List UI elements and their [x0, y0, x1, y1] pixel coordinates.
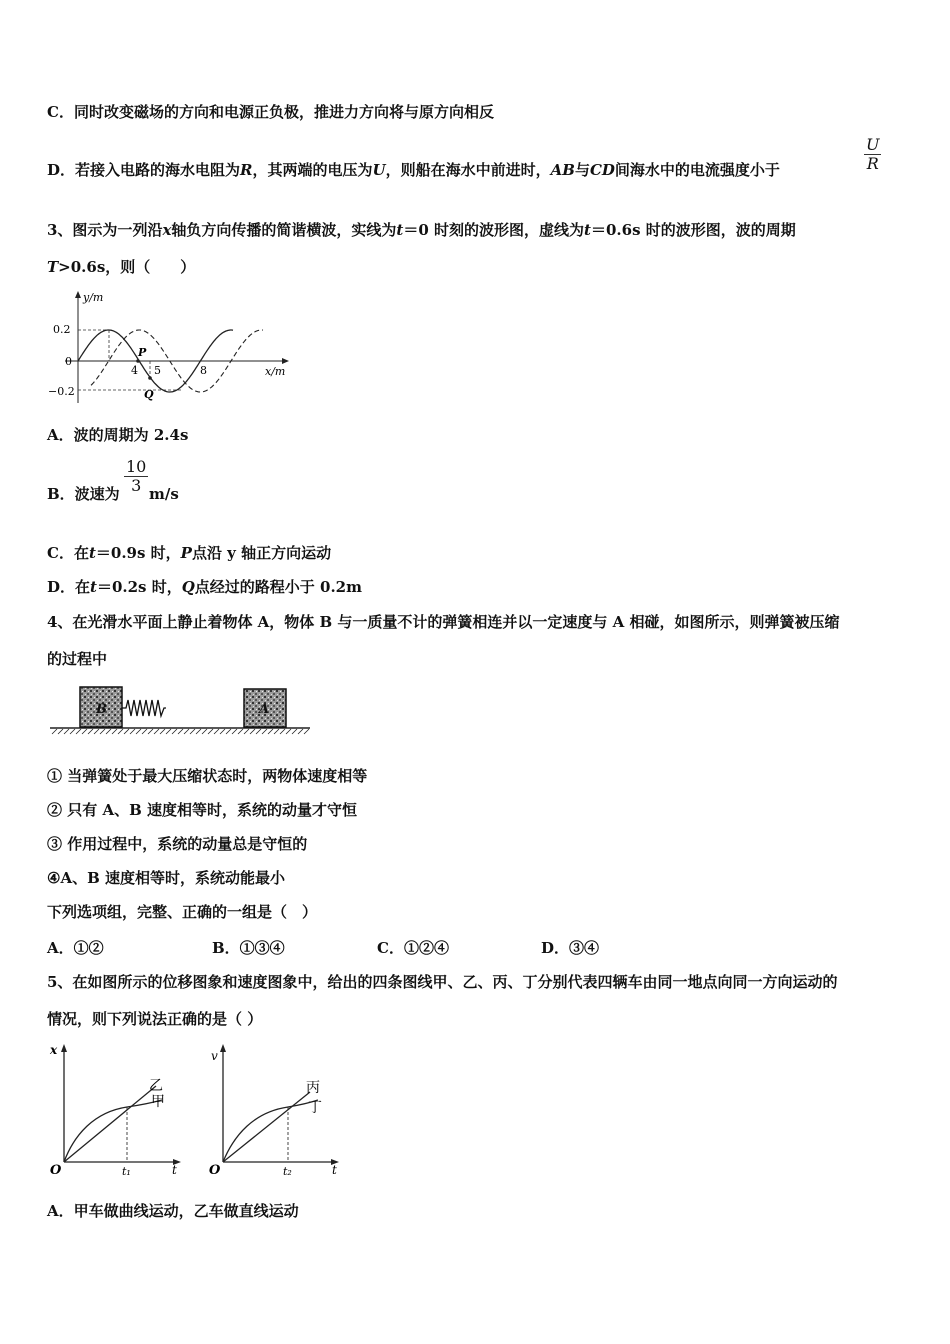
- wave-y-arrow: [75, 291, 81, 298]
- point-q-label: Q: [144, 388, 154, 401]
- q3-option-c: C．在t＝0.9s 时，P点沿 y 轴正方向运动: [47, 544, 332, 562]
- q4-option-d: D．③④: [541, 939, 600, 957]
- point-p-label: P: [138, 346, 147, 359]
- tick-5: 5: [154, 364, 161, 377]
- q4-statement-3: ③ 作用过程中，系统的动量总是守恒的: [47, 835, 308, 853]
- g1-t1-label: t₁: [122, 1165, 131, 1178]
- q2-option-c: C．同时改变磁场的方向和电源正负极，推进力方向将与原方向相反: [47, 103, 494, 121]
- point-q-dot: [148, 376, 152, 380]
- tick-8: 8: [200, 364, 207, 377]
- q4-stem-line1: 4、在光滑水平面上静止着物体 A，物体 B 与一质量不计的弹簧相连并以一定速度与 A 相碰，如图所示，则弹簧被压缩: [47, 613, 840, 631]
- g1-origin: O: [50, 1163, 62, 1178]
- q5-stem-line2: 情况，则下列说法正确的是（ ）: [47, 1010, 263, 1028]
- q4-option-a: A．①②: [47, 939, 104, 957]
- block-b-label: B: [96, 702, 107, 717]
- q3-option-d: D．在t＝0.2s 时，Q点经过的路程小于 0.2m: [47, 578, 362, 596]
- g2-y-label: v: [211, 1049, 218, 1063]
- block-a-label: A: [259, 702, 270, 717]
- g1-line-yi: [64, 1086, 156, 1162]
- position-time-graph: [44, 1040, 189, 1180]
- g1-label-jia: 甲: [151, 1094, 165, 1110]
- q3-option-b: B．波速为: [47, 485, 120, 503]
- wave-x-arrow: [282, 358, 289, 364]
- q4-statement-4: ④A、B 速度相等时，系统动能最小: [47, 869, 285, 887]
- fraction-10-over-3: $\frac{10}{3}$: [126, 457, 147, 495]
- tick-4: 4: [131, 364, 138, 377]
- q4-option-b: B．①③④: [212, 939, 285, 957]
- spring: [122, 700, 166, 716]
- wave-y-bottom: −0.2: [48, 385, 75, 398]
- g2-label-ding: 丁: [308, 1100, 322, 1116]
- ground-hatching: [52, 729, 309, 734]
- q4-stem-line2: 的过程中: [47, 650, 108, 668]
- q3-option-a: A．波的周期为 2.4s: [47, 426, 189, 444]
- spring-collision-figure: [48, 684, 318, 744]
- q4-option-c: C．①②④: [377, 939, 449, 957]
- g2-curve-ding: [223, 1100, 318, 1162]
- g2-line-bing: [223, 1092, 310, 1162]
- wave-y-label: y/m: [83, 291, 104, 304]
- q4-statement-1: ① 当弹簧处于最大压缩状态时，两物体速度相等: [47, 767, 368, 785]
- g1-y-label: x: [50, 1043, 58, 1057]
- q5-stem-line1: 5、在如图所示的位移图象和速度图象中，给出的四条图线甲、乙、丙、丁分别代表四辆车由同一地点向同一方向运动的: [47, 973, 838, 991]
- point-p-dot: [136, 359, 140, 363]
- wave-graph: [45, 288, 295, 408]
- wave-y-top: 0.2: [53, 323, 71, 336]
- q3-option-b-unit: m/s: [149, 485, 179, 503]
- wave-y-zero: 0: [65, 355, 72, 368]
- q3-stem-line1: 3、图示为一列沿x轴负方向传播的简谐横波，实线为t＝0 时刻的波形图，虚线为t＝0.6s 时的波形图，波的周期: [47, 221, 796, 239]
- g2-x-label: t: [332, 1163, 337, 1177]
- g1-label-yi: 乙: [149, 1078, 163, 1094]
- q2-option-d: D．若接入电路的海水电阻为R，其两端的电压为U，则船在海水中前进时，AB与CD间海水中的电流强度小于: [47, 161, 780, 179]
- g2-t2-label: t₂: [283, 1165, 292, 1178]
- q3-stem-line2: T>0.6s，则（ ）: [47, 258, 196, 276]
- wave-x-label: x/m: [265, 365, 286, 378]
- q4-question: 下列选项组，完整、正确的一组是（ ）: [47, 903, 318, 921]
- g2-origin: O: [209, 1163, 221, 1178]
- q4-statement-2: ② 只有 A、B 速度相等时，系统的动量才守恒: [47, 801, 357, 819]
- q5-option-a: A．甲车做曲线运动，乙车做直线运动: [47, 1202, 299, 1220]
- g2-label-bing: 丙: [306, 1080, 320, 1096]
- velocity-time-graph: [206, 1040, 351, 1180]
- g1-curve-jia: [64, 1100, 162, 1162]
- g1-x-label: t: [172, 1163, 177, 1177]
- fraction-u-over-r: $\frac{U}{R}$: [866, 135, 880, 173]
